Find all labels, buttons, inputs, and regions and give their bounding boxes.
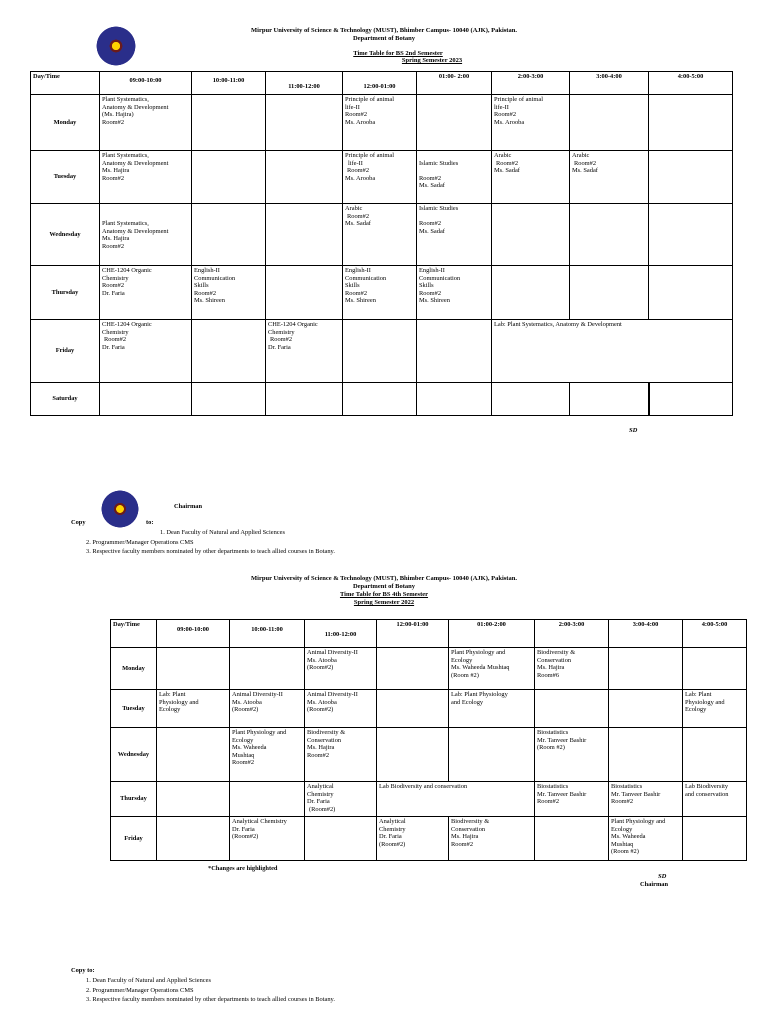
sem2-timetable	[30, 71, 733, 416]
table-row	[111, 648, 747, 690]
col-header: 2:00-3:00	[535, 620, 609, 648]
copy-item: 1. Dean Faculty of Natural and Applied Sciences	[86, 977, 211, 984]
class-cell: CHE-1204 Organic Chemistry Room#2 Dr. Faria	[100, 320, 192, 383]
class-cell: Animal Diversity-II Ms. Atooba (Room#2)	[305, 648, 377, 690]
day-label: Friday	[31, 320, 100, 383]
class-cell: Biostatistics Mr. Tanveer Bashir Room#2	[535, 782, 609, 817]
class-cell: Plant Systematics, Anatomy & Development Ms. Hajira Room#2	[100, 151, 192, 204]
signature: SD	[629, 427, 638, 434]
class-cell: Lab: Plant Physiology and Ecology	[683, 690, 747, 728]
class-cell: CHE-1204 Organic Chemistry Room#2 Dr. Faria	[266, 320, 343, 383]
table-row	[111, 690, 747, 728]
col-header: 01:00- 2:00	[417, 72, 492, 95]
class-cell: Biodiversity & Conservation Ms. Hajira Room#2	[305, 728, 377, 782]
day-label: Wednesday	[111, 728, 157, 782]
university-seal	[101, 490, 139, 528]
sem4-timetable	[110, 619, 747, 861]
table-row	[31, 151, 733, 204]
table-row	[111, 728, 747, 782]
class-cell: Biostatistics Mr. Tanveer Bashir (Room #2)	[535, 728, 609, 782]
timetable-title: Time Table for BS 4th Semester	[339, 591, 429, 598]
table-row	[31, 383, 733, 416]
col-header: 09:00-10:00	[100, 72, 192, 95]
class-cell: Principle of animal life-II Room#2 Ms. Arooba	[492, 95, 570, 151]
to-label: to:	[146, 519, 154, 526]
class-cell: Animal Diversity-II Ms. Atooba (Room#2)	[305, 690, 377, 728]
col-header: Day/Time	[31, 72, 100, 95]
department-name: Department of Botany	[352, 35, 416, 42]
col-header: 11:00-12:00	[266, 72, 343, 95]
day-label: Friday	[111, 817, 157, 861]
col-header: 2:00-3:00	[492, 72, 570, 95]
copy-label: Copy to:	[71, 967, 95, 974]
class-cell: Plant Physiology and Ecology Ms. Waheeda Mushtaq (Room #2)	[449, 648, 535, 690]
class-cell: Biodiversity & Conservation Ms. Hajira Room#2	[449, 817, 535, 861]
lab-cell: Lab Biodiversity and conservation	[377, 782, 535, 817]
class-cell: Islamic Studies Room#2 Ms. Sadaf	[417, 204, 492, 266]
chairman-label: Chairman	[640, 881, 669, 888]
lab-cell: Lab: Plant Systematics, Anatomy & Development	[492, 320, 733, 383]
semester-title: Spring Semester 2022	[353, 599, 415, 606]
copy-item: 2. Programmer/Manager Operations CMS	[86, 987, 194, 994]
table-row	[31, 95, 733, 151]
timetable-title: Time Table for BS 2nd Semester	[353, 50, 443, 57]
sem2-header	[0, 27, 768, 65]
class-cell: Lab: Plant Physiology and Ecology	[157, 690, 230, 728]
day-label: Tuesday	[111, 690, 157, 728]
copy-item: 1. Dean Faculty of Natural and Applied Sciences	[160, 529, 285, 536]
sem4-header	[0, 575, 768, 607]
class-cell: Plant Physiology and Ecology Ms. Waheeda Mushtaq Room#2	[230, 728, 305, 782]
class-cell: English-II Communication Skills Room#2 Ms. Shireen	[192, 266, 266, 320]
col-header: 12:00-01:00	[343, 72, 417, 95]
day-label: Thursday	[31, 266, 100, 320]
day-label: Monday	[31, 95, 100, 151]
day-label: Thursday	[111, 782, 157, 817]
class-cell: Islamic Studies Room#2 Ms. Sadaf	[417, 151, 492, 204]
changes-note: *Changes are highlighted	[208, 865, 278, 872]
university-name: Mirpur University of Science & Technology (MUST), Bhimber Campus- 10040 (AJK), Pakistan.	[251, 27, 517, 34]
class-cell: Lab Biodiversity and conservation	[683, 782, 747, 817]
col-header: 01:00-2:00	[449, 620, 535, 648]
col-header: 4:00-5:00	[683, 620, 747, 648]
table-row	[111, 817, 747, 861]
col-header: 3:00-4:00	[570, 72, 649, 95]
day-label: Tuesday	[31, 151, 100, 204]
col-header: 10:00-11:00	[192, 72, 266, 95]
class-cell: Plant Systematics, Anatomy & Development (Ms. Hajira) Room#2	[100, 95, 192, 151]
copy-item: 3. Respective faculty members nominated by other departments to teach allied courses in Botany.	[86, 996, 335, 1003]
class-cell: Biodiversity & Conservation Ms. Hajira Room#6	[535, 648, 609, 690]
class-cell: Principle of animal life-II Room#2 Ms. Arooba	[343, 95, 417, 151]
day-label: Wednesday	[31, 204, 100, 266]
class-cell: Animal Diversity-II Ms. Atooba (Room#2)	[230, 690, 305, 728]
class-cell: Plant Physiology and Ecology Ms. Waheeda Mushtaq (Room #2)	[609, 817, 683, 861]
table-row	[31, 320, 733, 383]
department-name: Department of Botany	[352, 583, 416, 590]
class-cell: Analytical Chemistry Dr. Faria (Room#2)	[377, 817, 449, 861]
day-label: Saturday	[31, 383, 100, 416]
col-header: 09:00-10:00	[157, 620, 230, 648]
class-cell: Arabic Room#2 Ms. Sadaf	[570, 151, 649, 204]
copy-label: Copy	[71, 519, 86, 526]
class-cell: Arabic Room#2 Ms. Sadaf	[343, 204, 417, 266]
col-header: Day/Time	[111, 620, 157, 648]
copy-item: 2. Programmer/Manager Operations CMS	[86, 539, 194, 546]
class-cell: Plant Systematics, Anatomy & Development Ms. Hajira Room#2	[100, 204, 192, 266]
class-cell: Principle of animal life-II Room#2 Ms. Arooba	[343, 151, 417, 204]
semester-title: Spring Semester 2023	[401, 57, 463, 64]
col-header: 10:00-11:00	[230, 620, 305, 648]
table-row	[31, 204, 733, 266]
university-name: Mirpur University of Science & Technology (MUST), Bhimber Campus- 10040 (AJK), Pakistan.	[251, 575, 517, 582]
col-header: 3:00-4:00	[609, 620, 683, 648]
class-cell: Arabic Room#2 Ms. Sadaf	[492, 151, 570, 204]
day-label: Monday	[111, 648, 157, 690]
class-cell: CHE-1204 Organic Chemistry Room#2 Dr. Faria	[100, 266, 192, 320]
class-cell: Analytical Chemistry Dr. Faria (Room#2)	[230, 817, 305, 861]
class-cell: English-II Communication Skills Room#2 Ms. Shireen	[417, 266, 492, 320]
class-cell: Analytical Chemistry Dr. Faria (Room#2)	[305, 782, 377, 817]
signature: SD	[658, 873, 667, 880]
col-header: 12:00-01:00	[377, 620, 449, 648]
col-header: 4:00-5:00	[649, 72, 733, 95]
class-cell: Biostatistics Mr. Tanveer Bashir Room#2	[609, 782, 683, 817]
table-row	[111, 782, 747, 817]
class-cell: English-II Communication Skills Room#2 Ms. Shireen	[343, 266, 417, 320]
table-row	[31, 266, 733, 320]
class-cell: Lab: Plant Physiology and Ecology	[449, 690, 535, 728]
chairman-label: Chairman	[174, 503, 203, 510]
copy-item: 3. Respective faculty members nominated by other departments to teach allied courses in Botany.	[86, 548, 335, 555]
col-header: 11:00-12:00	[305, 620, 377, 648]
